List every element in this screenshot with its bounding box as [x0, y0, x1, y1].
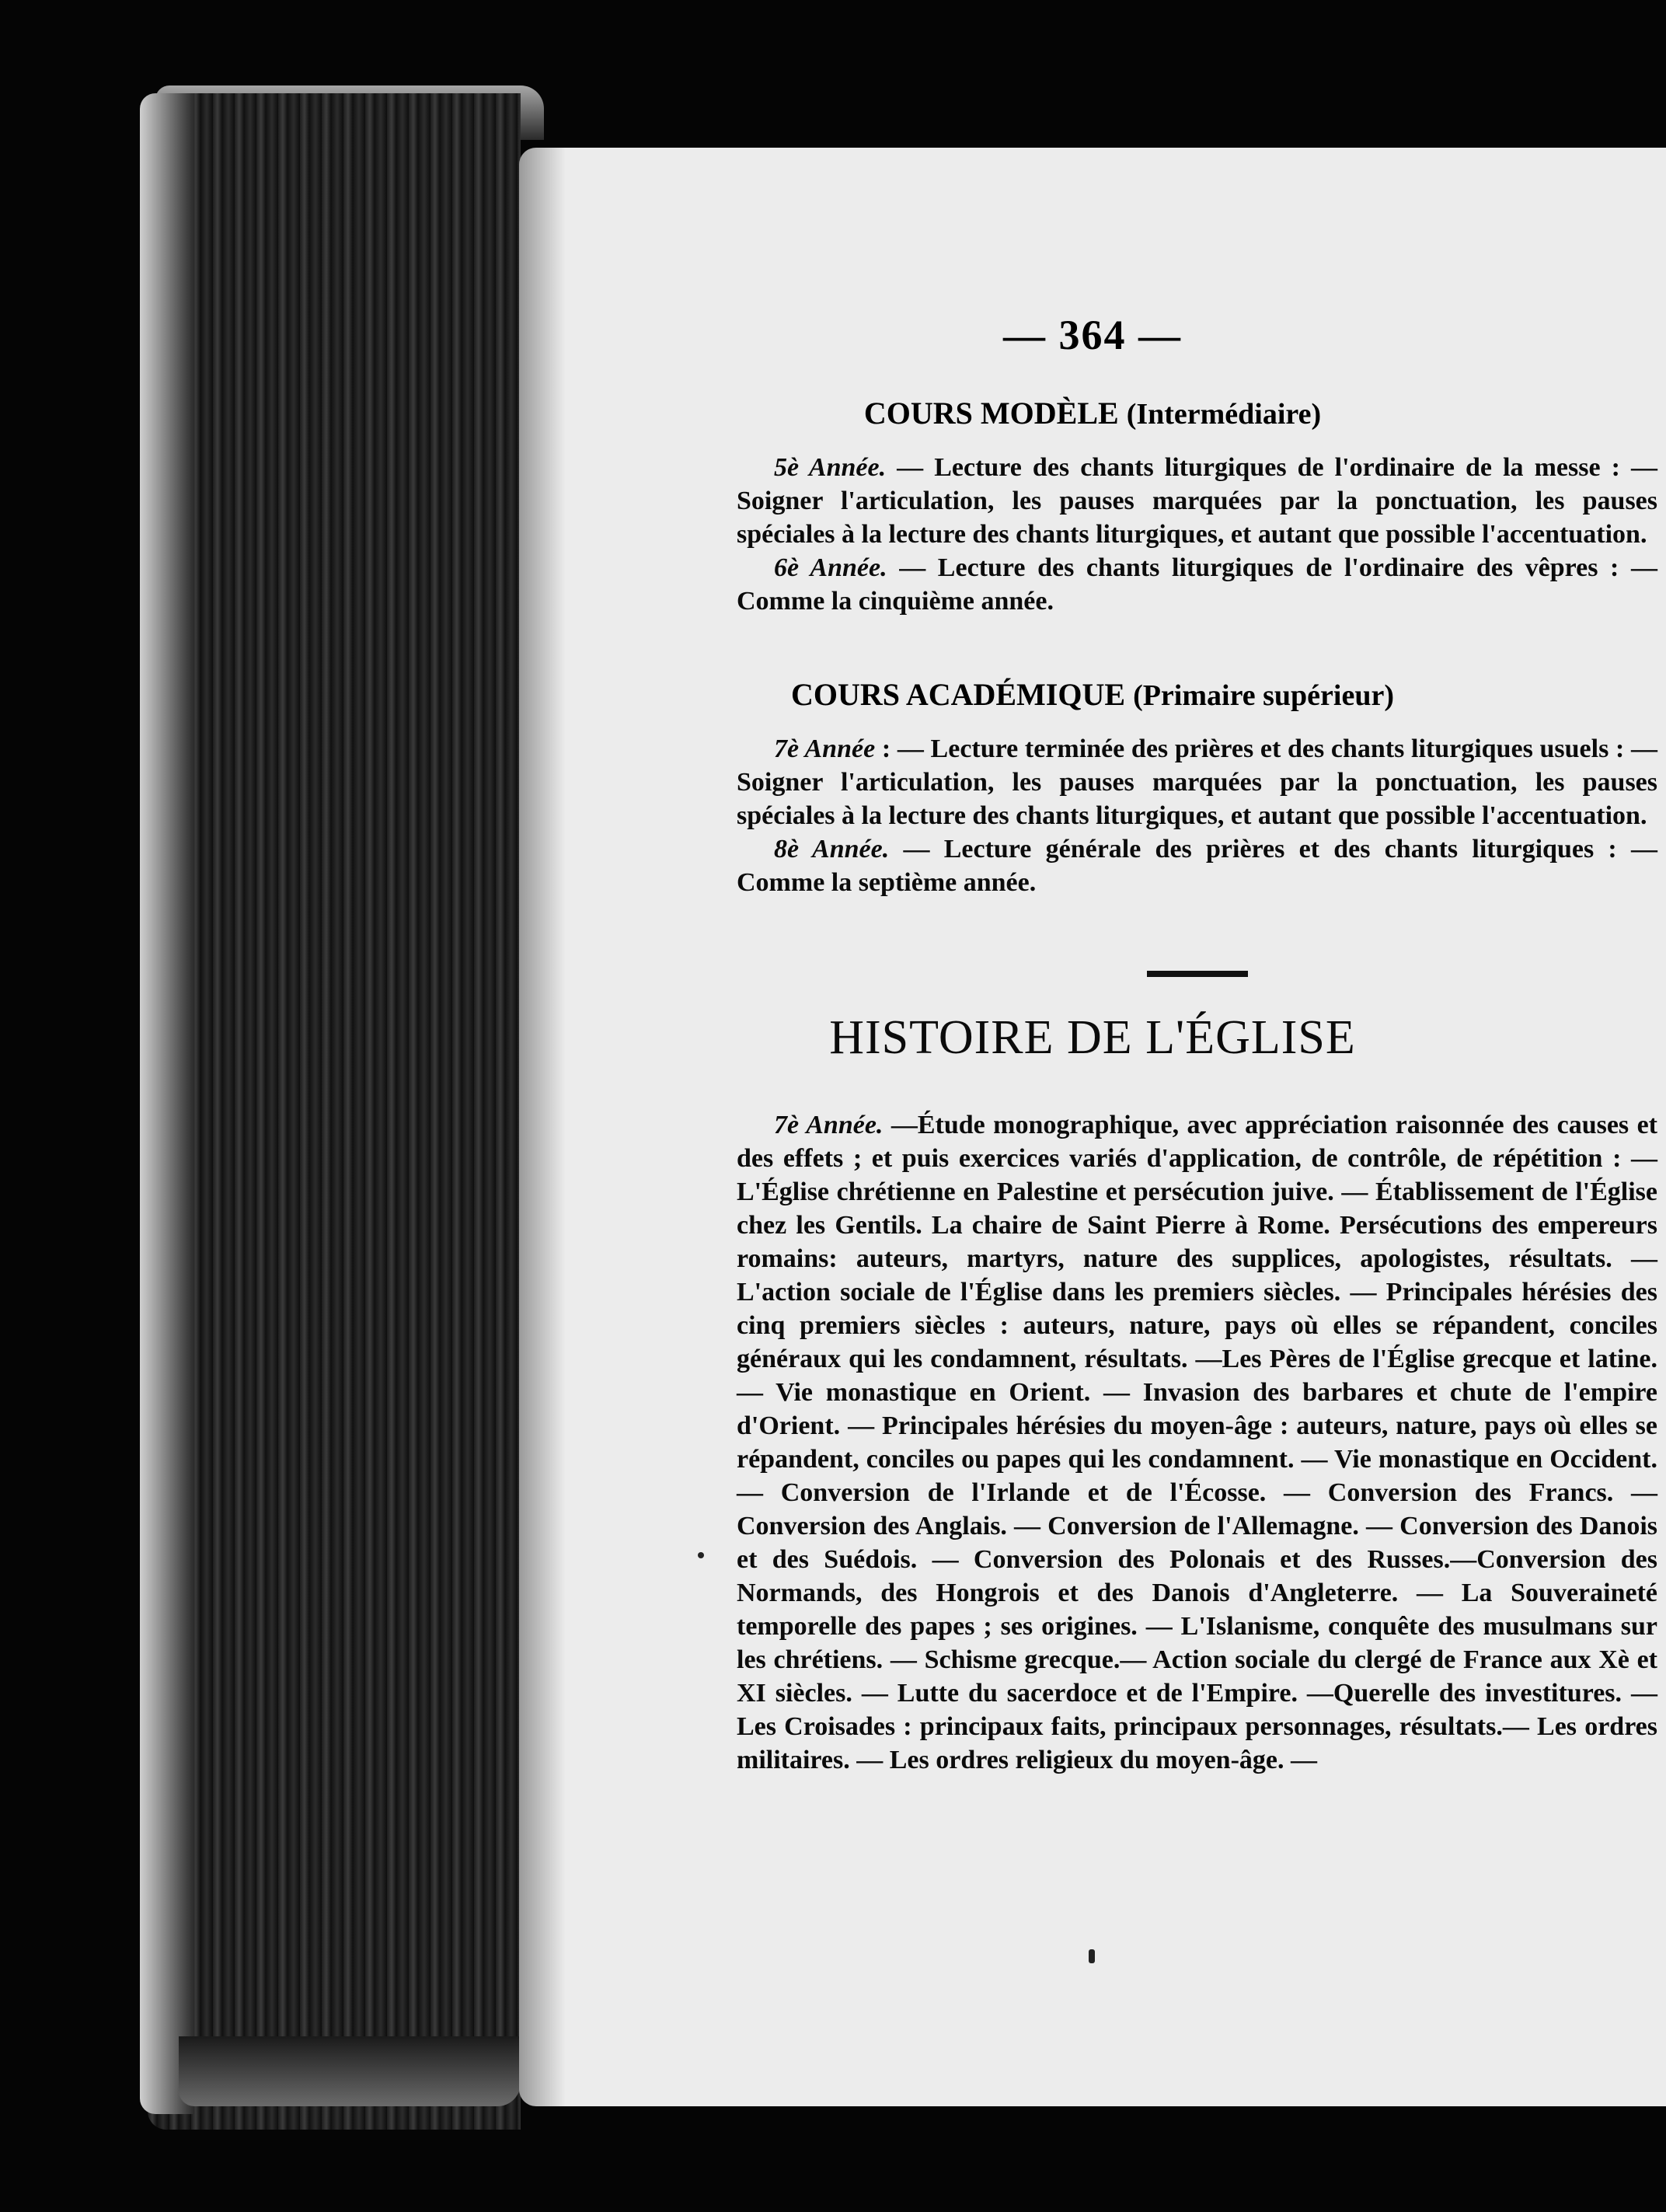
section-body-cours-modele [737, 451, 1657, 618]
section-divider-rule [1147, 971, 1248, 977]
year-label: 5è Année. [774, 453, 887, 482]
paragraph [737, 551, 1657, 618]
section-subtitle: (Intermédiaire) [1126, 398, 1322, 431]
paragraph [737, 451, 1657, 551]
section-title: COURS ACADÉMIQUE [791, 677, 1126, 712]
section-body-cours-academique [737, 732, 1657, 899]
chapter-title: HISTOIRE DE L'ÉGLISE [829, 1011, 1356, 1064]
year-label: 7è Année [774, 734, 876, 763]
stray-ink-dot [698, 1552, 704, 1558]
section-subtitle: (Primaire supérieur) [1133, 679, 1394, 712]
section-body-histoire [737, 1108, 1657, 1777]
paragraph-text: — Lecture générale des prières et des chants liturgiques : — Comme la septième année. [737, 835, 1657, 897]
paragraph-text: —Étude monographique, avec appréciation raisonnée des causes et des effets ; et puis exercices variés d'application, de contrôle, de répétition : — L'Église chrétienne en Palestine et persécution juive. — Établissement de l'Église chez les Gentils. La chaire de Saint Pierre à Rome. Persécutions des empereurs romains: auteurs, martyrs, nature des supplices, apologistes, résultats. — L'action sociale de l'Église dans les premiers siècles. — Principales hérésies des cinq premiers siècles : auteurs, nature, pays où elles se répandent, conciles généraux qui les condamnent, résultats. —Les Pères de l'Église grecque et latine. — Vie monastique en Orient. — Invasion des barbares et chute de l'empire d'Orient. — Principales hérésies du moyen-âge : auteurs, nature, pays où elles se répandent, conciles ou papes qui les condamnent. — Vie monastique en Occident. — Conversion de l'Irlande et de l'Écosse. — Conversion des Francs. — Conversion des Anglais. — Conversion de l'Allemagne. — Conversion des Danois et des Suédois. — Conversion des Polonais et des Russes.—Conversion des Normands, des Hongrois et des Danois d'Angleterre. — La Souveraineté temporelle des papes ; ses origines. — L'Islanisme, conquête des musulmans sur les chrétiens. — Schisme grecque.— Action sociale du clergé de France aux Xè et XI siècles. — Lutte du sacerdoce et de l'Empire. —Querelle des investitures. — Les Croisades : principaux faits, principaux personnages, résultats.— Les ordres militaires. — Les ordres religieux du moyen-âge. — [737, 1111, 1657, 1774]
page-number: — 364 — [1003, 312, 1182, 358]
paragraph [737, 732, 1657, 832]
section-heading-cours-academique [519, 676, 1666, 713]
year-label: 6è Année. [774, 553, 887, 582]
page-gutter-shadow [519, 148, 566, 2106]
year-label: 7è Année. [774, 1111, 884, 1139]
book-bottom-edge [179, 2036, 521, 2106]
paragraph-text: — Lecture des chants liturgiques de l'ordinaire de la messe : — Soigner l'articulation, les pauses marquées par la ponctuation, les pauses spéciales à la lecture des chants liturgiques, et autant que possible l'accentuation. [737, 453, 1657, 549]
paragraph-text: : — Lecture terminée des prières et des chants liturgiques usuels : — Soigner l'articulation, les pauses marquées par la ponctuation, les pauses spéciales à la lecture des chants liturgiques, et autant que possible l'accentuation. [737, 734, 1657, 830]
section-title: COURS MODÈLE [863, 396, 1119, 431]
paragraph [737, 1108, 1657, 1777]
paragraph [737, 832, 1657, 899]
paragraph-text: — Lecture des chants liturgiques de l'ordinaire des vêpres : — Comme la cinquième année. [737, 553, 1657, 616]
section-heading-cours-modele [519, 395, 1666, 431]
year-label: 8è Année. [774, 835, 890, 864]
book-page-stack [148, 93, 521, 2130]
book-page [519, 148, 1666, 2106]
book-spine [140, 93, 194, 2114]
stray-ink-mark [1089, 1949, 1095, 1963]
